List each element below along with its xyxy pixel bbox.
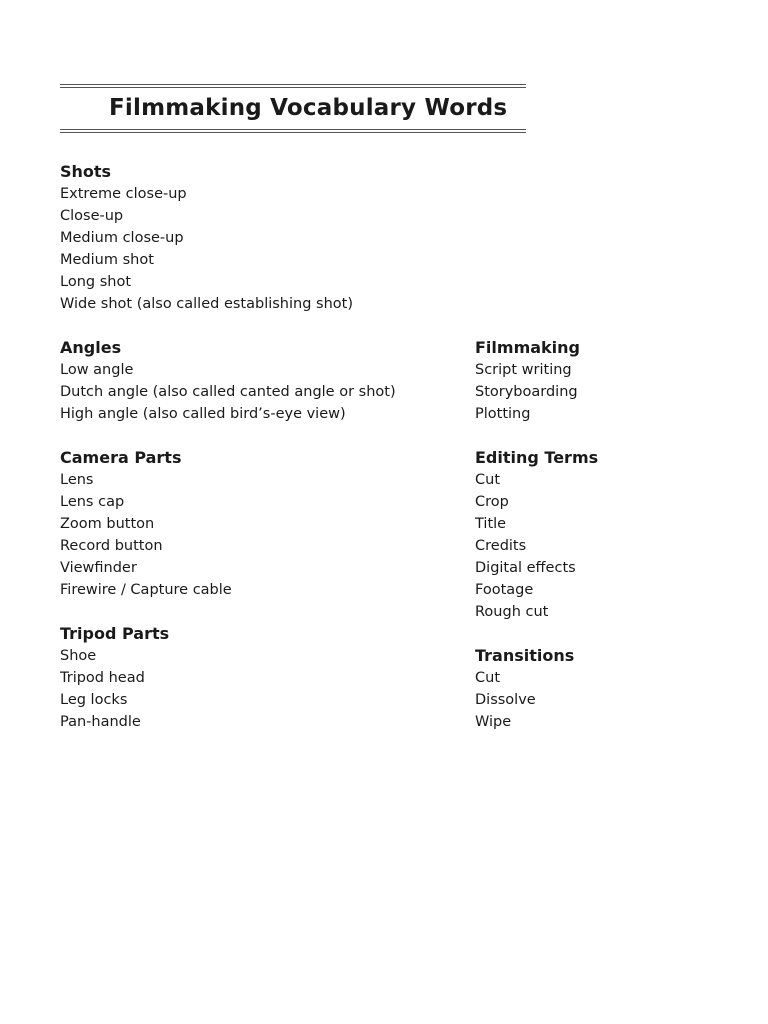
section-heading: Camera Parts bbox=[60, 448, 182, 467]
title-bottom-rule-2 bbox=[60, 132, 526, 133]
vocab-item: Extreme close-up bbox=[60, 186, 187, 202]
vocab-item: Lens bbox=[60, 472, 94, 488]
right-column bbox=[475, 337, 745, 733]
section-transitions bbox=[475, 645, 745, 733]
section-camera-parts bbox=[60, 447, 460, 601]
section-angles bbox=[60, 337, 460, 425]
section-spacer bbox=[475, 425, 745, 447]
vocab-item: Credits bbox=[475, 538, 527, 554]
section-heading: Editing Terms bbox=[475, 448, 599, 467]
section-spacer bbox=[60, 601, 460, 623]
section-editing-terms bbox=[475, 447, 745, 623]
section-shots bbox=[60, 161, 460, 315]
vocab-item: Wipe bbox=[475, 714, 512, 730]
page-title: Filmmaking Vocabulary Words bbox=[109, 95, 508, 121]
vocab-item: Crop bbox=[475, 494, 509, 510]
vocab-item: Viewfinder bbox=[60, 560, 137, 576]
vocab-item: Footage bbox=[475, 582, 534, 598]
vocab-item: Storyboarding bbox=[475, 384, 578, 400]
section-tripod-parts bbox=[60, 623, 460, 733]
vocab-item: Zoom button bbox=[60, 516, 155, 532]
vocab-item: High angle (also called bird’s-eye view) bbox=[60, 406, 346, 422]
vocab-item: Medium close-up bbox=[60, 230, 184, 246]
title-top-rule-2 bbox=[60, 87, 526, 88]
vocab-item: Close-up bbox=[60, 208, 124, 224]
vocab-item: Record button bbox=[60, 538, 163, 554]
section-spacer bbox=[475, 623, 745, 645]
title-block bbox=[60, 84, 526, 133]
vocab-item: Title bbox=[475, 516, 507, 532]
vocab-item: Cut bbox=[475, 670, 500, 686]
vocab-item: Dissolve bbox=[475, 692, 536, 708]
title-bottom-rule bbox=[60, 129, 526, 130]
vocab-item: Script writing bbox=[475, 362, 572, 378]
section-heading: Angles bbox=[60, 338, 122, 357]
vocab-item: Pan-handle bbox=[60, 714, 141, 730]
vocab-item: Medium shot bbox=[60, 252, 154, 268]
vocab-item: Tripod head bbox=[60, 670, 145, 686]
vocab-item: Plotting bbox=[475, 406, 531, 422]
section-heading: Filmmaking bbox=[475, 338, 581, 357]
vocab-item: Rough cut bbox=[475, 604, 549, 620]
vocab-item: Shoe bbox=[60, 648, 97, 664]
vocab-item: Wide shot (also called establishing shot) bbox=[60, 296, 353, 312]
section-spacer bbox=[60, 315, 460, 337]
title-top-rule bbox=[60, 84, 526, 85]
vocab-item: Long shot bbox=[60, 274, 131, 290]
vocab-item: Dutch angle (also called canted angle or shot) bbox=[60, 384, 396, 400]
vocab-item: Leg locks bbox=[60, 692, 128, 708]
section-heading: Shots bbox=[60, 162, 112, 181]
section-heading: Transitions bbox=[475, 646, 575, 665]
vocab-item: Digital effects bbox=[475, 560, 576, 576]
section-heading: Tripod Parts bbox=[60, 624, 170, 643]
vocab-item: Firewire / Capture cable bbox=[60, 582, 232, 598]
section-filmmaking bbox=[475, 337, 745, 425]
section-spacer bbox=[60, 425, 460, 447]
vocab-item: Cut bbox=[475, 472, 500, 488]
vocab-item: Lens cap bbox=[60, 494, 125, 510]
left-column bbox=[60, 161, 460, 733]
vocab-item: Low angle bbox=[60, 362, 134, 378]
